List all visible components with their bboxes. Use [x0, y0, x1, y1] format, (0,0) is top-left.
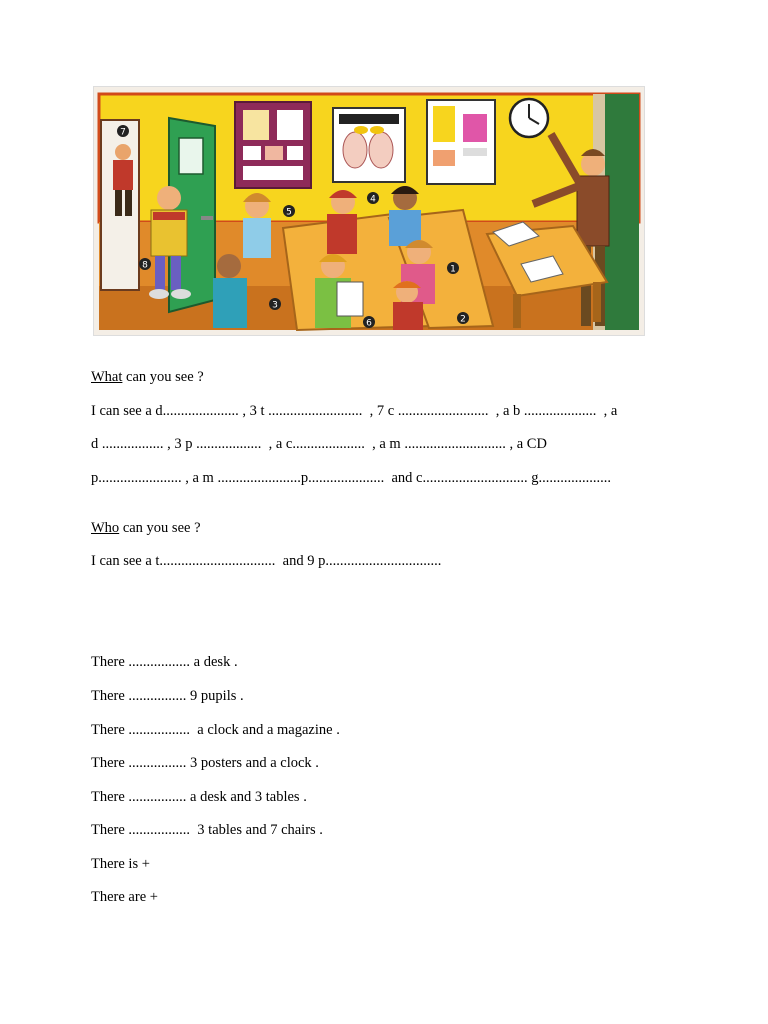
there-sentence: There ................. 3 tables and 7 chairs .	[91, 822, 323, 838]
pupil	[243, 193, 271, 258]
svg-text:6: 6	[366, 318, 372, 329]
pupil	[389, 186, 421, 246]
fill-in-line: p....................... , a m .......................p..................... and c............................. g....................	[91, 470, 611, 486]
there-sentence: There ................ a desk and 3 tables .	[91, 789, 307, 805]
there-sentence: There ................. a desk .	[91, 654, 238, 670]
classroom-illustration	[93, 86, 645, 336]
pupil	[327, 190, 357, 254]
fill-in-line: I can see a d..................... , 3 t .......................... , 7 c ......................... , a b .................... , a	[91, 403, 618, 419]
question-rest: can you see ?	[119, 520, 201, 536]
there-is-rule: There is +	[91, 856, 150, 872]
svg-text:2: 2	[460, 314, 466, 325]
there-sentence: There ................ 9 pupils .	[91, 688, 244, 704]
svg-text:4: 4	[370, 194, 376, 205]
svg-text:1: 1	[450, 264, 456, 275]
svg-text:3: 3	[272, 300, 278, 311]
there-are-rule: There are +	[91, 889, 158, 905]
question-what	[91, 368, 204, 386]
fill-in-line: I can see a t................................ and 9 p................................	[91, 553, 442, 569]
question-rest: can you see ?	[122, 369, 204, 385]
question-word: Who	[91, 520, 120, 536]
question-word: What	[91, 369, 123, 385]
svg-text:7: 7	[120, 127, 126, 138]
clock-icon	[510, 99, 548, 137]
svg-text:5: 5	[286, 207, 292, 218]
fill-in-line: d ................. , 3 p .................. , a c.................... , a m ............................ , a CD	[91, 436, 547, 452]
there-sentence: There ................. a clock and a magazine .	[91, 722, 340, 738]
there-sentence: There ................ 3 posters and a clock .	[91, 755, 319, 771]
svg-text:8: 8	[142, 260, 148, 271]
question-who	[91, 519, 201, 537]
